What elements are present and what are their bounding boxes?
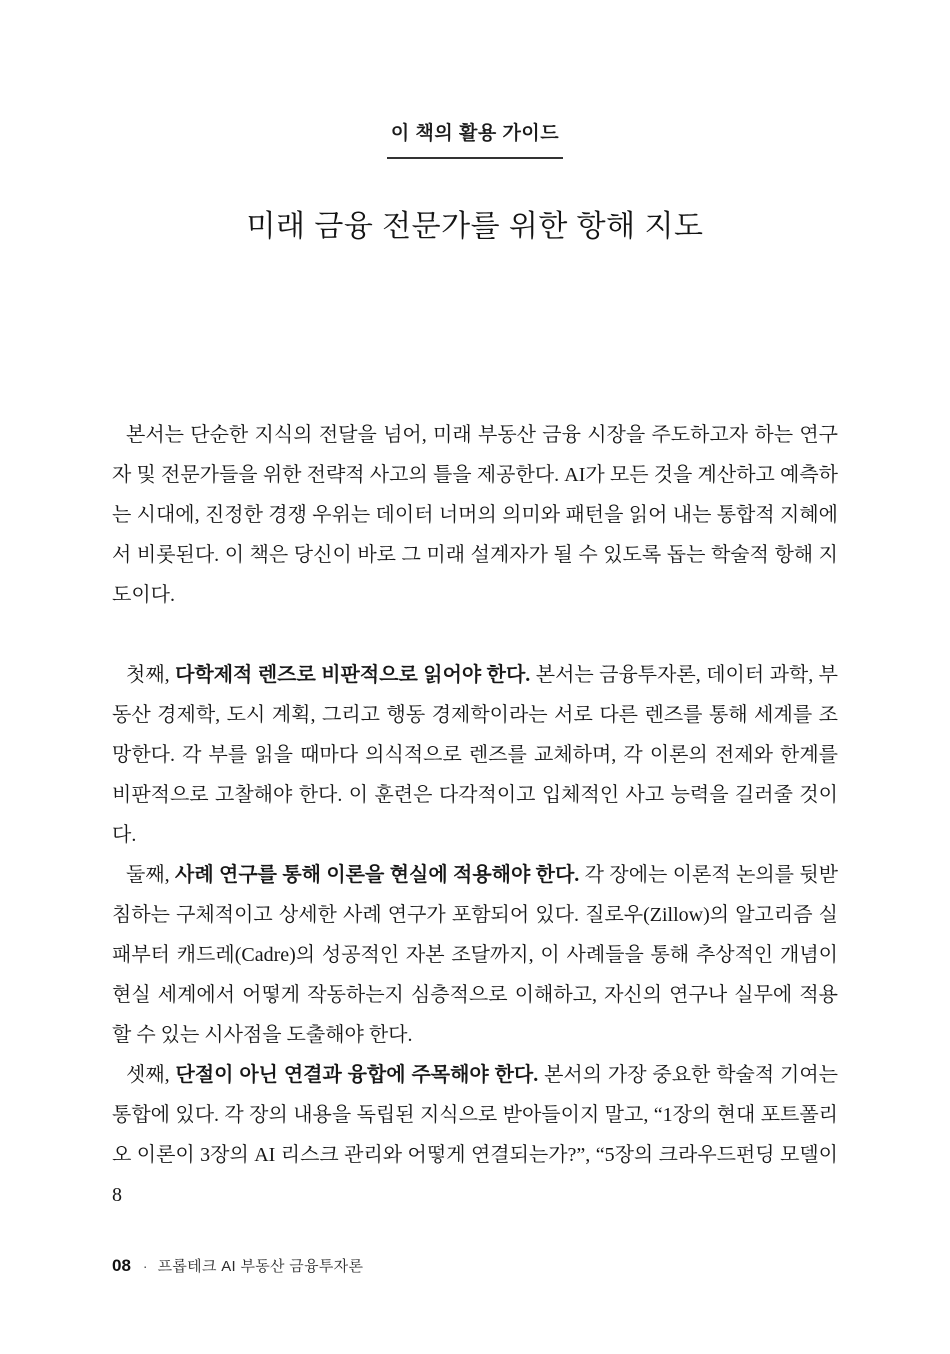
page-number: 08 — [112, 1255, 131, 1275]
emphasis-text: 단절이 아닌 연결과 융합에 주목해야 한다. — [175, 1064, 539, 1086]
emphasis-text: 다학제적 렌즈로 비판적으로 읽어야 한다. — [175, 664, 531, 686]
body-paragraph: 첫째, 다학제적 렌즈로 비판적으로 읽어야 한다. 본서는 금융투자론, 데이터 과학, 부동산 경제학, 도시 계획, 그리고 행동 경제학이라는 서로 다른 렌즈를 통해 세계를 조망한다. 각 부를 읽을 때마다 의식적으로 렌즈를 교체하며, 각 이론의 전제와 한계를 비판적으로 고찰해야 한다. 이 훈련은 다각적이고 입체적인 사고 능력을 길러줄 것이다. — [112, 664, 839, 846]
section-label: 이 책의 활용 가이드 — [387, 124, 563, 159]
emphasis-text: 사례 연구를 통해 이론을 현실에 적용해야 한다. — [175, 864, 580, 886]
page-footer — [112, 1255, 363, 1276]
body-paragraph: 셋째, 단절이 아닌 연결과 융합에 주목해야 한다. 본서의 가장 중요한 학술적 기여는 통합에 있다. 각 장의 내용을 독립된 지식으로 받아들이지 말고, “1장의 현대 포트폴리오 이론이 3장의 AI 리스크 관리와 어떻게 연결되는가?”, “5장의 크라우드펀딩 모델이 8 — [112, 1064, 838, 1206]
body-paragraph: 본서는 단순한 지식의 전달을 넘어, 미래 부동산 금융 시장을 주도하고자 하는 연구자 및 전문가들을 위한 전략적 사고의 틀을 제공한다. AI가 모든 것을 계산하고 예측하는 시대에, 진정한 경쟁 우위는 데이터 너머의 의미와 패턴을 읽어 내는 통합적 지혜에서 비롯된다. 이 책은 당신이 바로 그 미래 설계자가 될 수 있도록 돕는 학술적 항해 지도이다. — [112, 424, 838, 606]
body-text — [112, 415, 838, 1215]
section-label-container — [0, 0, 950, 159]
footer-separator-dot: · — [142, 1257, 148, 1274]
page-title: 미래 금융 전문가를 위한 항해 지도 — [246, 210, 704, 243]
body-paragraph: 둘째, 사례 연구를 통해 이론을 현실에 적용해야 한다. 각 장에는 이론적 논의를 뒷받침하는 구체적이고 상세한 사례 연구가 포함되어 있다. 질로우(Zillow)의 알고리즘 실패부터 캐드레(Cadre)의 성공적인 자본 조달까지, 이 사례들을 통해 추상적인 개념이 현실 세계에서 어떻게 작동하는지 심층적으로 이해하고, 자신의 연구나 실무에 적용할 수 있는 시사점을 도출해야 한다. — [112, 864, 838, 1046]
book-title: 프롭테크 AI 부동산 금융투자론 — [157, 1258, 364, 1275]
